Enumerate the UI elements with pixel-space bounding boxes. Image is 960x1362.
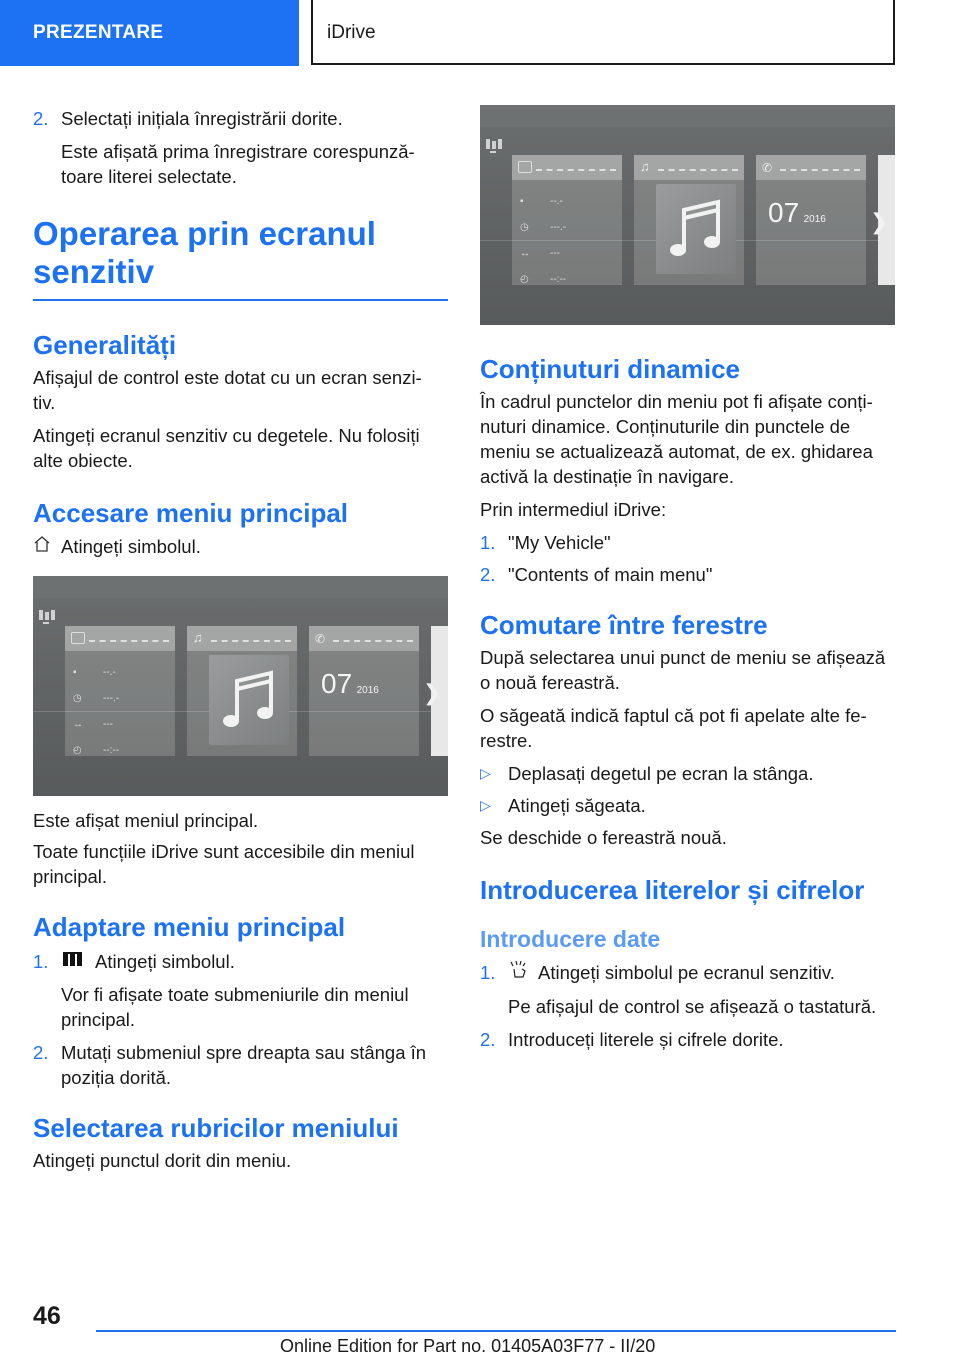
row-value-3: --- bbox=[103, 719, 113, 730]
step-text: "Contents of main menu" bbox=[508, 564, 713, 585]
row-value-4: --:-- bbox=[103, 745, 120, 756]
next-arrow-icon[interactable]: ❯ bbox=[423, 680, 442, 705]
step-number: 2. bbox=[480, 564, 496, 585]
car-icon bbox=[518, 161, 532, 173]
bullet-text: Deplasați degetul pe ecran la stânga. bbox=[508, 763, 814, 784]
row-value-3: --- bbox=[550, 248, 560, 259]
via-step-2 bbox=[480, 562, 896, 587]
keyboard-hand-icon bbox=[508, 960, 538, 986]
switch-para-2: O săgeată indică faptul că pot fi apelate alte fe-restre. bbox=[480, 705, 867, 751]
general-para-2: Atingeți ecranul senzitiv cu degetele. Nu folosiți alte obiecte. bbox=[33, 425, 420, 471]
car-icon bbox=[71, 632, 85, 644]
main-menu-screenshot bbox=[33, 576, 448, 796]
tile-date[interactable] bbox=[756, 155, 866, 285]
heading-switch: Comutare între ferestre bbox=[480, 610, 768, 640]
general-para-1: Afișajul de control este dotat cu un ecran senzi-tiv. bbox=[33, 367, 422, 413]
step-text: Atingeți simbolul pe ecranul senzitiv. bbox=[538, 962, 835, 983]
row-value-2: ---.- bbox=[550, 222, 567, 233]
next-arrow-icon[interactable]: ❯ bbox=[870, 209, 889, 234]
access-text: Atingeți simbolul. bbox=[61, 535, 201, 557]
page-header bbox=[0, 0, 960, 66]
heading-select: Selectarea rubricilor meniului bbox=[33, 1113, 399, 1143]
after-image-2: Toate funcțiile iDrive sunt accesibile din meniul principal. bbox=[33, 841, 415, 887]
input-step-1 bbox=[480, 960, 896, 986]
music-note-small-icon: ♫ bbox=[193, 630, 203, 645]
adapt-step-1-note: Vor fi afișate toate submeniurile din meniul principal. bbox=[61, 984, 409, 1030]
row-value-4: --:-- bbox=[550, 274, 567, 285]
via-step-1 bbox=[480, 530, 896, 555]
step-text: Mutați submeniul spre dreapta sau stânga în poziția dorită. bbox=[61, 1042, 427, 1088]
step-text: Selectați inițiala înregistrării dorite. bbox=[61, 108, 343, 129]
tile-music[interactable] bbox=[634, 155, 744, 285]
step-2 bbox=[33, 106, 448, 131]
footer-rule bbox=[96, 1330, 896, 1332]
heading-rule bbox=[33, 299, 448, 301]
step-2-note: Este afișată prima înregistrare corespunză-toare literei selectate. bbox=[61, 141, 415, 187]
home-icon bbox=[33, 535, 61, 558]
date-year: 2016 bbox=[356, 685, 379, 696]
row-value-1: --.- bbox=[103, 667, 116, 678]
chapter-title: iDrive bbox=[311, 0, 895, 65]
date-day: 07 bbox=[321, 668, 353, 699]
phone-icon: ✆ bbox=[315, 632, 326, 646]
input-step-2 bbox=[480, 1027, 896, 1052]
album-art bbox=[209, 655, 289, 745]
step-text: "My Vehicle" bbox=[508, 532, 611, 553]
bullet-2 bbox=[480, 793, 896, 818]
bullet-text: Atingeți săgeata. bbox=[508, 795, 646, 816]
album-art bbox=[656, 184, 736, 274]
triangle-bullet-icon: ▷ bbox=[480, 765, 491, 781]
step-number: 2. bbox=[480, 1029, 496, 1050]
heading-input: Introducerea literelor și cifrelor bbox=[480, 875, 865, 905]
row-value-1: --.- bbox=[550, 196, 563, 207]
menu-bars-icon bbox=[61, 949, 95, 974]
tile-vehicle[interactable]: ▪ --.- ◷ ---.- ↔ --- ◴ --:-- bbox=[512, 155, 622, 285]
heading-general: Generalități bbox=[33, 330, 177, 360]
heading-adapt: Adaptare meniu principal bbox=[33, 912, 346, 942]
step-text: Atingeți simbolul. bbox=[95, 951, 235, 972]
input-step-1-note: Pe afișajul de control se afișează o tastatură. bbox=[508, 996, 877, 1017]
step-number: 2. bbox=[33, 108, 49, 129]
edition-text: Online Edition for Part no. 01405A03F77 - II/20 bbox=[280, 1336, 656, 1356]
switch-para-3: Se deschide o fereastră nouă. bbox=[480, 827, 727, 848]
date-day: 07 bbox=[768, 197, 800, 228]
step-number: 2. bbox=[33, 1042, 49, 1063]
date-year: 2016 bbox=[803, 214, 826, 225]
select-text: Atingeți punctul dorit din meniu. bbox=[33, 1150, 292, 1171]
phone-icon: ✆ bbox=[762, 161, 773, 175]
step-number: 1. bbox=[480, 532, 496, 553]
tile-vehicle[interactable]: ▪ --.- ◷ ---.- ↔ --- ◴ --:-- bbox=[65, 626, 175, 756]
menu-edit-icon bbox=[486, 139, 502, 153]
right-column bbox=[480, 105, 896, 1052]
music-note-small-icon: ♫ bbox=[640, 159, 650, 174]
heading-data-input: Introducere date bbox=[480, 926, 661, 952]
heading-dynamic: Conținuturi dinamice bbox=[480, 354, 740, 384]
adapt-step-2 bbox=[33, 1040, 448, 1090]
triangle-bullet-icon: ▷ bbox=[480, 797, 491, 813]
after-image-1: Este afișat meniul principal. bbox=[33, 810, 259, 831]
dynamic-para: În cadrul punctelor din meniu pot fi afișate conți-nuturi dinamice. Conținuturile din punctele de meniu se actualizează automat, de ex. ghidarea activă la destinație în navigare. bbox=[480, 391, 873, 487]
menu-edit-icon bbox=[39, 610, 55, 624]
row-value-2: ---.- bbox=[103, 693, 120, 704]
switch-para-1: După selectarea unui punct de meniu se afișează o nouă fereastră. bbox=[480, 647, 886, 693]
section-tab: PREZENTARE bbox=[0, 0, 299, 66]
tile-date[interactable] bbox=[309, 626, 419, 756]
tile-music[interactable] bbox=[187, 626, 297, 756]
page-number: 46 bbox=[33, 1302, 61, 1330]
adapt-step-1 bbox=[33, 949, 448, 974]
step-number: 1. bbox=[480, 962, 496, 983]
step-text: Introduceți literele și cifrele dorite. bbox=[508, 1029, 784, 1050]
music-note-icon bbox=[209, 655, 289, 745]
bullet-1 bbox=[480, 761, 896, 786]
heading-touch: Operarea prin ecranul senzitiv bbox=[33, 215, 376, 290]
via-idrive: Prin intermediul iDrive: bbox=[480, 499, 667, 520]
music-note-icon bbox=[656, 184, 736, 274]
access-row bbox=[33, 535, 448, 558]
step-number: 1. bbox=[33, 951, 49, 972]
left-column bbox=[33, 100, 448, 1173]
dynamic-content-screenshot bbox=[480, 105, 895, 325]
heading-access: Accesare meniu principal bbox=[33, 498, 349, 528]
